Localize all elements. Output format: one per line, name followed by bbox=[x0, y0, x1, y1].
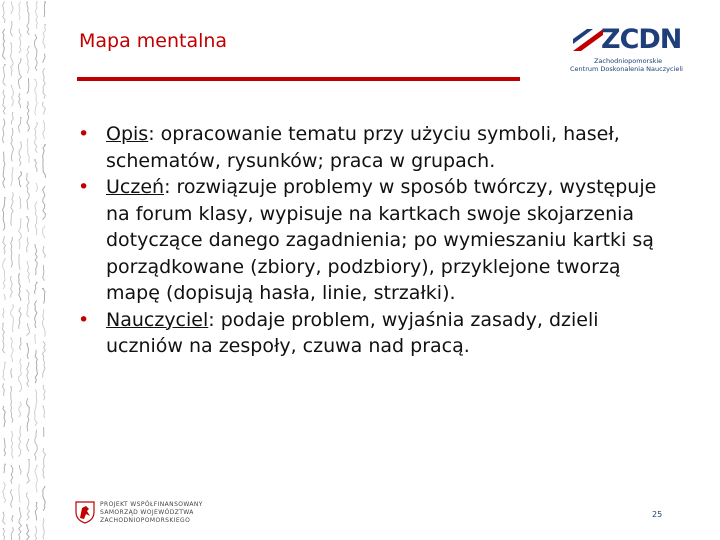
logo-subtitle-1: Zachodniopomorskie bbox=[594, 57, 663, 65]
bullet-dot-icon: • bbox=[78, 123, 90, 145]
bullet-item bbox=[78, 307, 678, 360]
bullet-list bbox=[78, 121, 678, 360]
bullet-key: Opis bbox=[106, 123, 149, 145]
bullet-item bbox=[78, 174, 678, 307]
bullet-text: : opracowanie tematu przy użyciu symboli, haseł, schematów, rysunków; praca w grupach. bbox=[106, 123, 620, 172]
logo-subtitle-2: Centrum Doskonalenia Nauczycieli bbox=[570, 65, 683, 73]
title-underline bbox=[77, 77, 520, 81]
griffin-crest-icon bbox=[74, 500, 96, 524]
page-number: 25 bbox=[652, 510, 663, 519]
slide-title: Mapa mentalna bbox=[79, 30, 228, 52]
handwriting-decoration bbox=[0, 0, 52, 540]
footer-logo-line-2: SAMORZĄD WOJEWÓDZTWA bbox=[100, 509, 194, 516]
bullet-key: Nauczyciel bbox=[106, 308, 209, 331]
bullet-item bbox=[78, 121, 678, 174]
bullet-dot-icon: • bbox=[78, 308, 90, 331]
bullet-text: : rozwiązuje problemy w sposób twórczy, występuje na forum klasy, wypisuje na kartkach swoje skojarzenia dotyczące danego zagadnienia; po wymieszaniu kartki są porządkowane (zbiory, podzbiory), przyklejone tworzą mapę (dopisują hasła, linie, strzałki). bbox=[106, 176, 657, 304]
bullet-dot-icon: • bbox=[78, 176, 90, 198]
bullet-text: : podaje problem, wyjaśnia zasady, dzieli uczniów na zespoły, czuwa nad pracą. bbox=[106, 308, 599, 357]
bullet-key: Uczeń bbox=[106, 176, 165, 198]
zcdn-logo-mark-icon bbox=[573, 29, 603, 51]
footer-logo-line-3: ZACHODNIOPOMORSKIEGO bbox=[100, 517, 191, 524]
zcdn-logo bbox=[570, 24, 682, 74]
footer-logo bbox=[74, 496, 203, 530]
logo-wordmark: ZCDN bbox=[601, 24, 682, 55]
footer-logo-line-1: PROJEKT WSPÓŁFINANSOWANY bbox=[100, 501, 203, 508]
